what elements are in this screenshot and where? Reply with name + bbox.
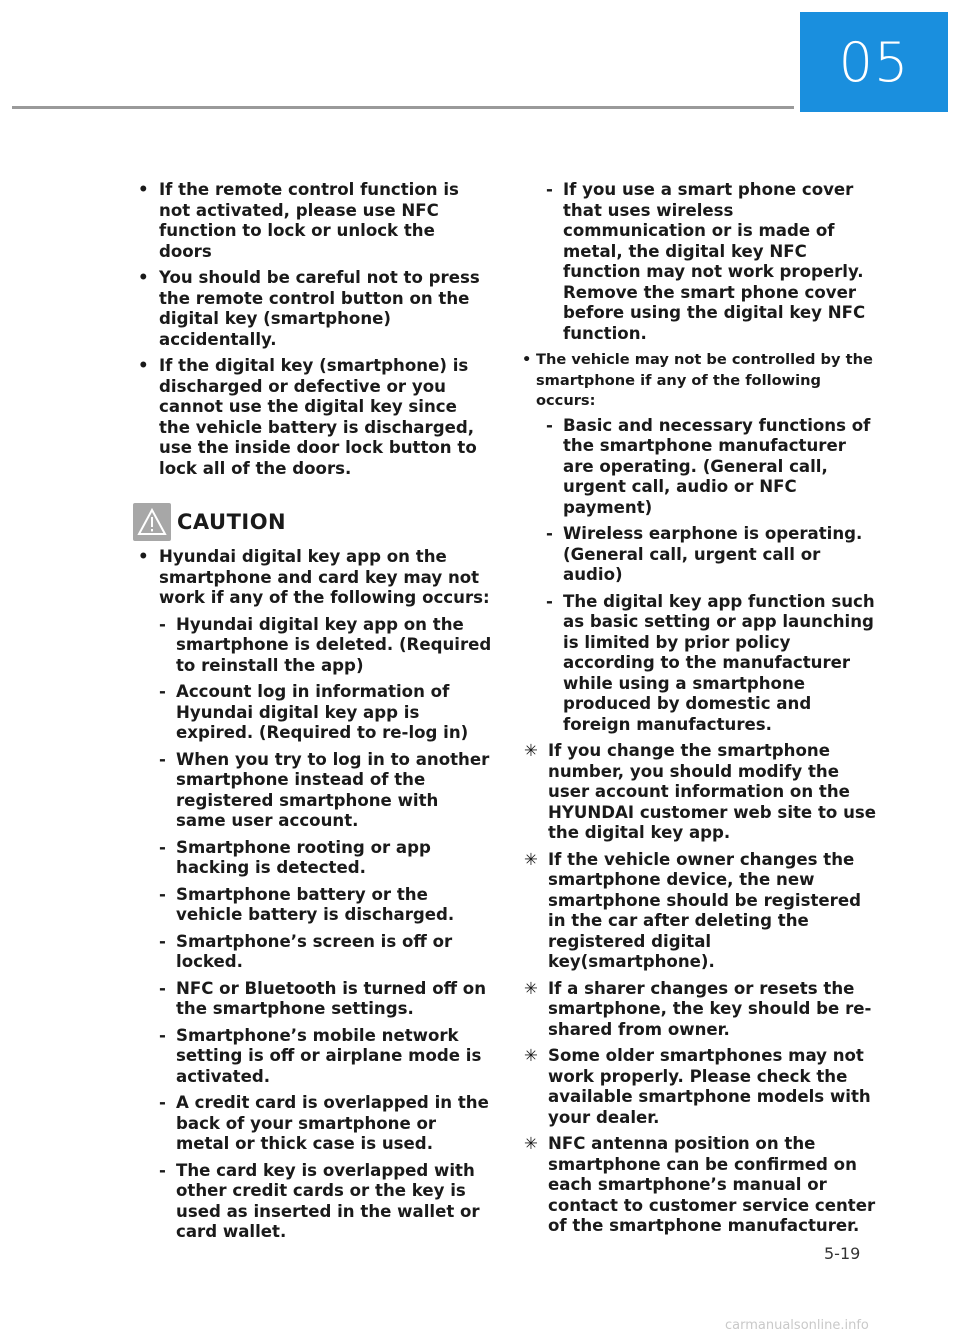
list-item: - Basic and necessary functions of the smartphone manufacturer are operating. (General call, urgent call, audio or NFC payment) (546, 415, 871, 517)
bullet-marker: • (138, 547, 149, 566)
list-item: - Smartphone rooting or app hacking is detected. (159, 837, 431, 877)
caution-heading (133, 503, 493, 541)
list-item: - Hyundai digital key app on the smartphone is deleted. (Required to reinstall the app) (159, 614, 492, 675)
watermark: carmanualsonline.info (725, 1318, 869, 1333)
dash-marker: - (159, 1025, 166, 1045)
asterisk-icon: ✳ (524, 978, 538, 998)
dash-marker: - (159, 682, 166, 701)
asterisk-icon: ✳ (524, 1134, 538, 1153)
list-item: - Smartphone’s mobile network setting is off or airplane mode is activated. (159, 1025, 482, 1086)
dash-marker: - (159, 931, 166, 951)
list-item: • The vehicle may not be controlled by the smartphone if any of the following occurs: (522, 351, 873, 409)
page-number: 5-19 (824, 1244, 861, 1263)
dash-marker: - (159, 978, 166, 998)
dash-marker: - (159, 614, 166, 634)
caution-title: CAUTION (177, 509, 287, 534)
list-item: - Wireless earphone is operating. (General call, urgent call or audio) (546, 524, 863, 584)
dash-marker: - (159, 1160, 166, 1180)
dash-marker: - (159, 749, 166, 769)
list-item: • Hyundai digital key app on the smartphone and card key may not work if any of the following occurs: (138, 547, 490, 607)
note-item: ✳ If the vehicle owner changes the smartphone device, the new smartphone should be registered in the car after deleting the registered digital key(smartphone). (524, 849, 861, 971)
list-item: - Account log in information of Hyundai digital key app is expired. (Required to re-log in) (159, 682, 469, 742)
right-column (520, 180, 880, 1243)
list-item: - Smartphone’s screen is off or locked. (159, 931, 453, 971)
bullet-marker: • (138, 356, 149, 375)
asterisk-icon: ✳ (524, 1046, 538, 1065)
list-item: - Smartphone battery or the vehicle battery is discharged. (159, 884, 455, 924)
list-item: - NFC or Bluetooth is turned off on the smartphone settings. (159, 978, 487, 1018)
bullet-marker: • (138, 268, 149, 287)
dash-marker: - (159, 1093, 166, 1112)
note-item: ✳ If a sharer changes or resets the smartphone, the key should be re-shared from owner. (524, 978, 872, 1039)
header-rule (12, 106, 794, 109)
dash-marker: - (159, 884, 166, 904)
note-item: ✳ NFC antenna position on the smartphone can be confirmed on each smartphone’s manual or contact to customer service center of the smartphone manufacturer. (524, 1134, 876, 1235)
list-item: • If the digital key (smartphone) is discharged or defective or you cannot use the digital key since the vehicle battery is discharged, use the inside door lock button to lock all of the doors. (138, 356, 477, 478)
list-item: - The card key is overlapped with other credit cards or the key is used as inserted in the wallet or card wallet. (159, 1160, 480, 1241)
dash-marker: - (546, 591, 553, 611)
list-item: - A credit card is overlapped in the back of your smartphone or metal or thick case is used. (159, 1093, 489, 1153)
chapter-tab (800, 12, 948, 112)
list-item: • You should be careful not to press the remote control button on the digital key (smartphone) accidentally. (138, 268, 480, 349)
dash-marker: - (546, 415, 553, 435)
chapter-number: 05 (838, 30, 910, 94)
asterisk-icon: ✳ (524, 849, 538, 869)
list-item: - If you use a smart phone cover that uses wireless communication or is made of metal, the digital key NFC function may not work properly. Remove the smart phone cover before using the digital key NFC function. (546, 180, 866, 343)
asterisk-icon: ✳ (524, 741, 538, 760)
list-item: - When you try to log in to another smartphone instead of the registered smartphone with same user account. (159, 749, 490, 830)
note-item: ✳ If you change the smartphone number, you should modify the user account information on the HYUNDAI customer web site to use the digital key app. (524, 741, 877, 842)
bullet-marker: • (522, 351, 532, 368)
list-item: • If the remote control function is not activated, please use NFC function to lock or unlock the doors (138, 180, 459, 261)
note-item: ✳ Some older smartphones may not work properly. Please check the available smartphone models with your dealer. (524, 1046, 871, 1127)
list-item: - The digital key app function such as basic setting or app launching is limited by prior policy according to the manufacturer while using a smartphone produced by domestic and foreign manufactures. (546, 591, 875, 734)
left-column (133, 180, 493, 1249)
bullet-marker: • (138, 180, 149, 199)
warning-triangle-icon (133, 503, 171, 541)
dash-marker: - (546, 180, 553, 199)
dash-marker: - (159, 837, 166, 857)
dash-marker: - (546, 524, 553, 543)
